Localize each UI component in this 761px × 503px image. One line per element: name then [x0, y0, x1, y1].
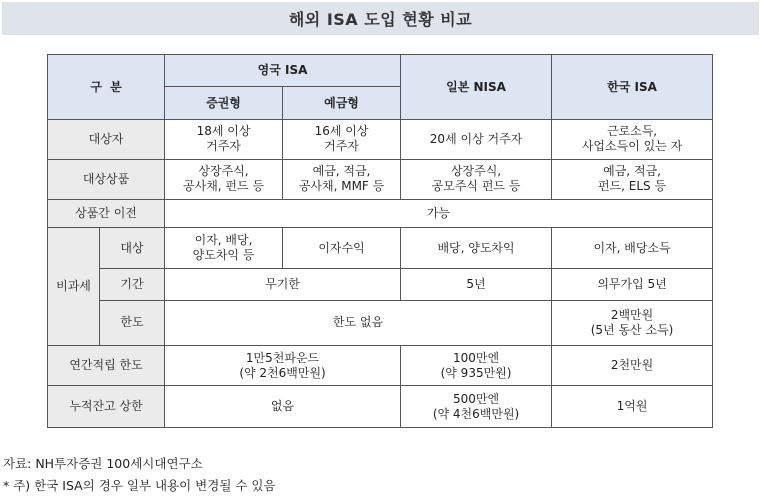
row-sublabel-limit: 한도 — [100, 300, 165, 346]
cell-cumulative-japan: 500만엔 (약 4천6백만원) — [401, 386, 552, 428]
cell-limit-uk-japan: 한도 없음 — [165, 300, 552, 346]
cell-eligible-korea: 근로소득, 사업소득이 있는 자 — [552, 120, 713, 159]
cell-eligible-uk-securities: 18세 이상 거주자 — [165, 120, 283, 159]
cell-products-korea: 예금, 적금, 펀드, ELS 등 — [552, 159, 713, 199]
cell-target-uk-deposit: 이자수익 — [283, 227, 401, 268]
cell-products-japan: 상장주식, 공모주식 펀드 등 — [401, 159, 552, 199]
header-japan-nisa: 일본 NISA — [401, 55, 552, 120]
cell-products-uk-securities: 상장주식, 공사채, 펀드 등 — [165, 159, 283, 199]
cell-transfer-value: 가능 — [165, 200, 713, 228]
row-label-annual: 연간적립 한도 — [48, 346, 165, 386]
cell-annual-japan: 100만엔 (약 935만원) — [401, 346, 552, 386]
row-sublabel-period: 기간 — [100, 269, 165, 300]
row-label-eligible: 대상자 — [48, 120, 165, 159]
cell-target-japan: 배당, 양도차익 — [401, 227, 552, 268]
title-bar — [2, 2, 759, 35]
row-label-taxfree: 비과세 — [48, 227, 100, 345]
row-label-products: 대상상품 — [48, 159, 165, 199]
cell-annual-korea: 2천만원 — [552, 346, 713, 386]
header-uk-securities: 증권형 — [165, 87, 283, 120]
cell-cumulative-uk: 없음 — [165, 386, 401, 428]
header-row-1 — [48, 55, 713, 87]
row-sublabel-target: 대상 — [100, 227, 165, 268]
row-label-cumulative: 누적잔고 상한 — [48, 386, 165, 428]
row-eligible — [48, 120, 713, 159]
notes — [3, 453, 276, 497]
cell-period-japan: 5년 — [401, 269, 552, 300]
row-cumulative — [48, 386, 713, 428]
footnote-text: * 주) 한국 ISA의 경우 일부 내용이 변경될 수 있음 — [3, 478, 276, 493]
cell-annual-uk: 1만5천파운드 (약 2천6백만원) — [165, 346, 401, 386]
cell-target-korea: 이자, 배당소득 — [552, 227, 713, 268]
cell-target-uk-securities: 이자, 배당, 양도차익 등 — [165, 227, 283, 268]
cell-limit-korea: 2백만원 (5년 동산 소득) — [552, 300, 713, 346]
row-transfer — [48, 200, 713, 228]
row-taxfree-limit — [48, 300, 713, 346]
header-korea-isa: 한국 ISA — [552, 55, 713, 120]
header-uk-isa: 영국 ISA — [165, 55, 401, 87]
cell-period-korea: 의무가입 5년 — [552, 269, 713, 300]
row-label-transfer: 상품간 이전 — [48, 200, 165, 228]
comparison-table — [47, 54, 713, 428]
cell-products-uk-deposit: 예금, 적금, 공사채, MMF 등 — [283, 159, 401, 199]
header-uk-deposit: 예금형 — [283, 87, 401, 120]
cell-eligible-uk-deposit: 16세 이상 거주자 — [283, 120, 401, 159]
row-taxfree-target — [48, 227, 713, 268]
row-products — [48, 159, 713, 199]
row-annual — [48, 346, 713, 386]
page-title: 해외 ISA 도입 현황 비교 — [288, 10, 473, 29]
cell-eligible-japan: 20세 이상 거주자 — [401, 120, 552, 159]
header-division: 구 분 — [48, 55, 165, 120]
row-taxfree-period — [48, 269, 713, 300]
source-text: 자료: NH투자증권 100세시대연구소 — [3, 456, 203, 471]
cell-cumulative-korea: 1억원 — [552, 386, 713, 428]
cell-period-uk: 무기한 — [165, 269, 401, 300]
